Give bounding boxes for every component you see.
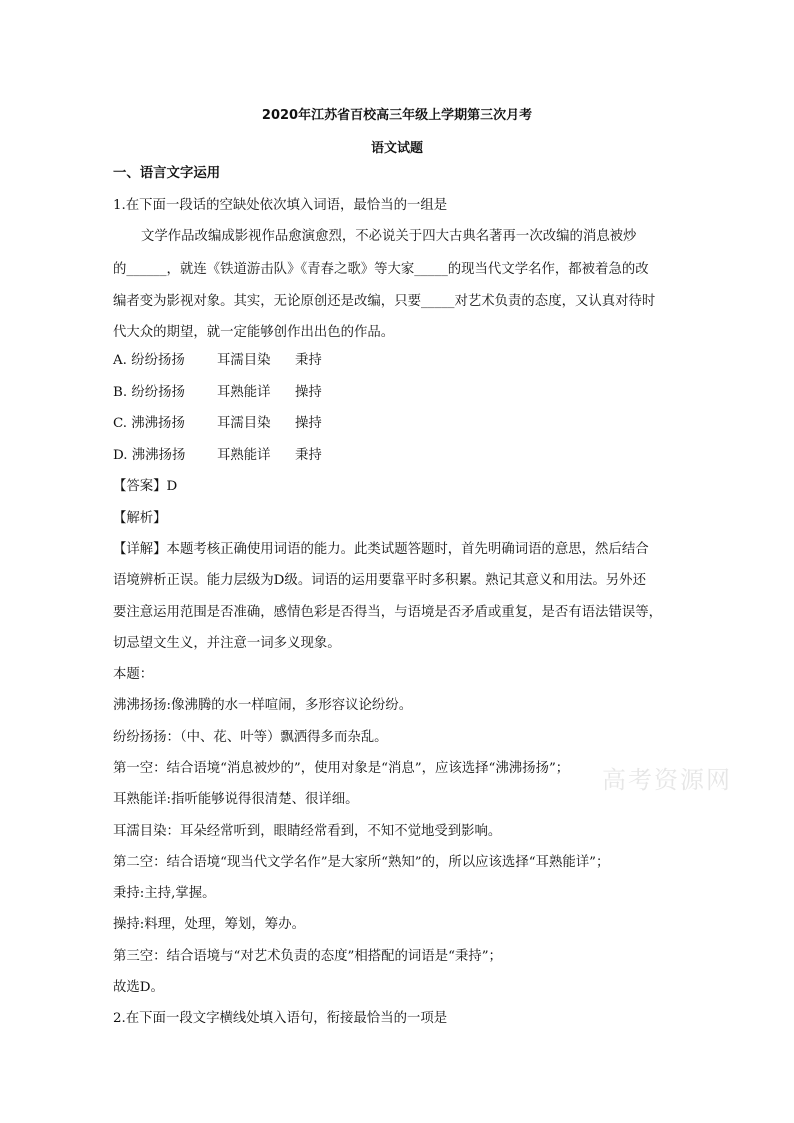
note-line: 第三空：结合语境与“对艺术负责的态度”相搭配的词语是“秉持”； bbox=[113, 949, 502, 964]
analysis-heading: 【解析】 bbox=[113, 511, 167, 526]
exam-subtitle: 语文试题 bbox=[370, 141, 423, 156]
question-1-para-line: 编者变为影视对象。其实，无论原创还是改编，只要_____对艺术负责的态度，又认真对待时 bbox=[113, 294, 656, 309]
note-line: 沸沸扬扬:像沸腾的水一样喧闹，多形容议论纷纷。 bbox=[113, 698, 413, 713]
detail-line: 语境辨析正误。能力层级为D级。词语的运用要靠平时多积累。熟记其意义和用法。另外还 bbox=[113, 573, 646, 588]
note-line: 故选D。 bbox=[113, 980, 164, 995]
question-2-stem: 2.在下面一段文字横线处填入语句，衔接最恰当的一项是 bbox=[113, 1011, 448, 1026]
watermark-text: 高考资源网 bbox=[602, 766, 732, 794]
note-line: 操持:料理，处理，筹划，筹办。 bbox=[113, 917, 305, 932]
note-line: 纷纷扬扬：（中、花、叶等）飘洒得多而杂乱。 bbox=[113, 730, 388, 745]
question-1-para-line: 代大众的期望，就一定能够创作出出色的作品。 bbox=[113, 325, 395, 340]
question-1-para-line: 的______，就连《铁道游击队》《青春之歌》等大家_____的现当代文学名作，都被着急的改 bbox=[113, 262, 649, 277]
note-line: 耳濡目染：耳朵经常听到，眼睛经常看到，不知不觉地受到影响。 bbox=[113, 824, 502, 839]
note-line: 本题： bbox=[113, 667, 154, 682]
note-line: 第一空：结合语境“消息被炒的”，使用对象是“消息”，应该选择“沸沸扬扬”； bbox=[113, 761, 570, 776]
note-line: 第二空：结合语境“现当代文学名作”是大家所“熟知”的，所以应该选择“耳熟能详”； bbox=[113, 855, 610, 870]
detail-line: 【详解】本题考核正确使用词语的能力。此类试题答题时，首先明确词语的意思，然后结合 bbox=[113, 542, 649, 557]
section-heading: 一、语言文字运用 bbox=[113, 166, 221, 181]
note-line: 耳熟能详:指听能够说得很清楚、很详细。 bbox=[113, 792, 359, 807]
question-1-stem: 1.在下面一段话的空缺处依次填入词语，最恰当的一组是 bbox=[113, 198, 448, 213]
option-c: C. 沸沸扬扬 耳濡目染 操持 bbox=[113, 416, 322, 431]
option-d: D. 沸沸扬扬 耳熟能详 秉持 bbox=[113, 448, 322, 463]
detail-line: 要注意运用范围是否准确，感情色彩是否得当，与语境是否矛盾或重复，是否有语法错误等， bbox=[113, 605, 663, 620]
answer-line: 【答案】D bbox=[113, 479, 178, 494]
option-b: B. 纷纷扬扬 耳熟能详 操持 bbox=[113, 385, 322, 400]
detail-line: 切忌望文生义，并注意一词多义现象。 bbox=[113, 636, 341, 651]
option-a: A. 纷纷扬扬 耳濡目染 秉持 bbox=[113, 353, 322, 368]
question-1-para-line: 文学作品改编成影视作品愈演愈烈，不必说关于四大古典名著再一次改编的消息被炒 bbox=[141, 229, 637, 244]
exam-title: 2020年江苏省百校高三年级上学期第三次月考 bbox=[261, 108, 533, 123]
note-line: 秉持:主持,掌握。 bbox=[113, 886, 216, 901]
